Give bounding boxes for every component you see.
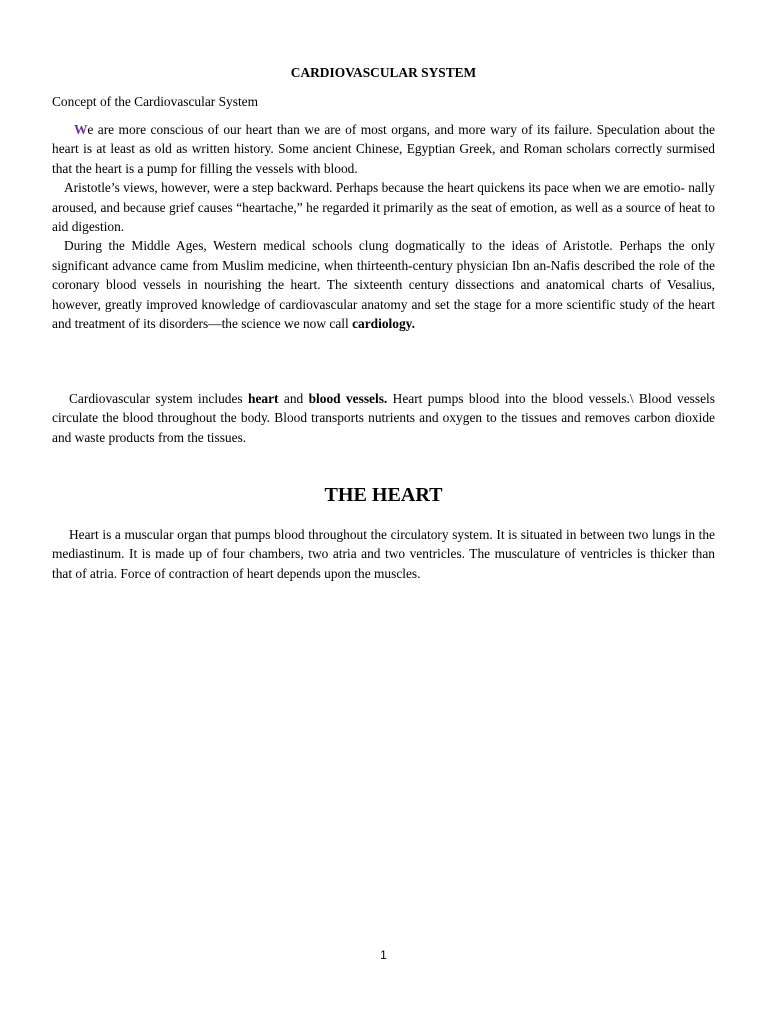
intro-paragraph-1-text: e are more conscious of our heart than we are of most organs, and more wary of its failure. Speculation about the heart is at least as old as written history. Some ancient Chinese, Egyptian Greek, and Roman scholars correctly surmised that the heart is a pump for filling the vessels with blood. [52, 122, 715, 176]
intro-paragraph-3 [52, 236, 715, 333]
heart-paragraph: Heart is a muscular organ that pumps blood throughout the circulatory system. It is situated in between two lungs in the mediastinum. It is made up of four chambers, two atria and two ventricles. The musculature of ventricles is thicker than that of atria. Force of contraction of heart depends upon the muscles. [52, 527, 715, 581]
system-section [52, 389, 715, 447]
document-subtitle: Concept of the Cardiovascular System [52, 94, 259, 109]
document-page [52, 0, 715, 1024]
system-text-1: Cardiovascular system includes [69, 391, 243, 406]
page-number: 1 [380, 948, 387, 962]
intro-paragraph-1 [52, 120, 715, 178]
intro-paragraph-3-text: During the Middle Ages, Western medical schools clung dogmatically to the ideas of Aristotle. Perhaps the only significant advance came from Muslim medicine, when thirteenth-century physician Ibn an-Nafis described the role of the coronary blood vessels in nourishing the heart. The sixteenth century dissections and anatomical charts of Vesalius, however, greatly improved knowledge of cardiovascular anatomy and set the stage for a more scientific study of the heart and treatment of its disorders—the science we now call [52, 238, 715, 332]
heart-heading: THE HEART [324, 484, 443, 506]
document-title: CARDIOVASCULAR SYSTEM [290, 65, 477, 80]
system-text-3: Heart pumps blood into the blood vessels.\ Blood vessels circulate the blood throughout the body. Blood transports nutrients and oxygen to the tissues and removes carbon dioxide and waste products from the tissues. [52, 391, 715, 445]
system-paragraph [52, 389, 715, 447]
heart-section [52, 525, 715, 583]
intro-section [52, 120, 715, 333]
blood-vessels-term: blood vessels. [308, 391, 388, 406]
intro-paragraph-2: Aristotle’s views, however, were a step backward. Perhaps because the heart quickens its pace when we are emotio- nally aroused, and because grief causes “heartache,” he regarded it primarily as the seat of emotion, as well as a source of heat to aid digestion. [52, 180, 715, 235]
heart-term: heart [248, 391, 279, 406]
system-text-2: and [283, 391, 304, 406]
dropcap-letter: W [74, 122, 88, 137]
cardiology-term: cardiology. [352, 316, 415, 332]
